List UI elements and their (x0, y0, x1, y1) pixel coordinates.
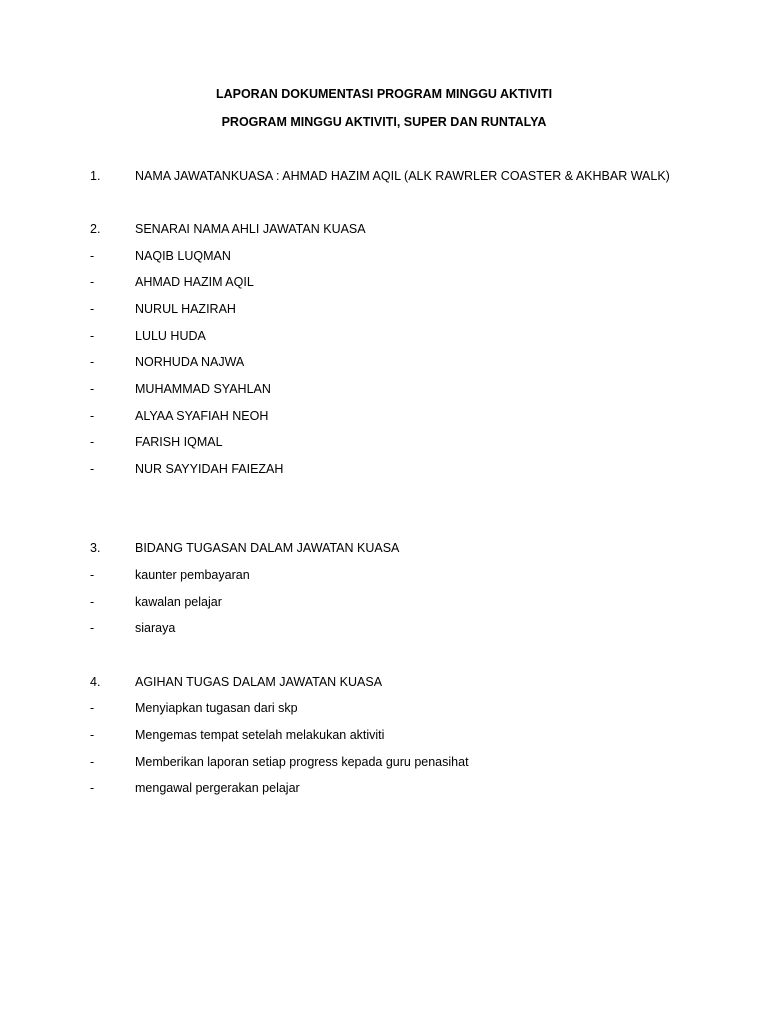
list-item-text: NURUL HAZIRAH (135, 302, 236, 316)
list-item-text: kaunter pembayaran (135, 568, 250, 582)
list-item (0, 460, 768, 478)
list-item-text: LULU HUDA (135, 329, 206, 343)
section-4-heading-row (0, 673, 768, 691)
section-number: 4. (90, 675, 101, 689)
bullet-dash: - (90, 701, 95, 715)
bullet-dash: - (90, 568, 95, 582)
list-item (0, 699, 768, 717)
list-item (0, 273, 768, 291)
list-item-text: Memberikan laporan setiap progress kepada guru penasihat (135, 755, 469, 769)
bullet-dash: - (90, 435, 95, 449)
bullet-dash: - (90, 621, 95, 635)
list-item-text: FARISH IQMAL (135, 435, 223, 449)
bullet-dash: - (90, 728, 95, 742)
list-item (0, 726, 768, 744)
list-item-text: kawalan pelajar (135, 595, 222, 609)
list-item-text: Menyiapkan tugasan dari skp (135, 701, 298, 715)
list-item (0, 593, 768, 611)
bullet-dash: - (90, 329, 95, 343)
bullet-dash: - (90, 382, 95, 396)
list-item (0, 407, 768, 425)
bullet-dash: - (90, 755, 95, 769)
section-number: 2. (90, 222, 101, 236)
bullet-dash: - (90, 595, 95, 609)
bullet-dash: - (90, 302, 95, 316)
list-item-text: mengawal pergerakan pelajar (135, 781, 300, 795)
list-item-text: siaraya (135, 621, 176, 635)
document-subtitle: PROGRAM MINGGU AKTIVITI, SUPER DAN RUNTALYA (221, 115, 547, 129)
list-item-text: NUR SAYYIDAH FAIEZAH (135, 462, 284, 476)
section-number: 1. (90, 169, 101, 183)
list-item (0, 433, 768, 451)
bullet-dash: - (90, 409, 95, 423)
list-item-text: AHMAD HAZIM AQIL (135, 275, 254, 289)
section-heading: BIDANG TUGASAN DALAM JAWATAN KUASA (135, 541, 400, 555)
bullet-dash: - (90, 275, 95, 289)
list-item (0, 566, 768, 584)
bullet-dash: - (90, 781, 95, 795)
list-item (0, 779, 768, 797)
section-heading: NAMA JAWATANKUASA : AHMAD HAZIM AQIL (ALK RAWRLER COASTER & AKHBAR WALK) (135, 169, 670, 183)
list-item (0, 380, 768, 398)
list-item (0, 619, 768, 637)
list-item-text: NORHUDA NAJWA (135, 355, 245, 369)
document-title: LAPORAN DOKUMENTASI PROGRAM MINGGU AKTIVITI (215, 87, 553, 101)
section-2-heading-row (0, 220, 768, 238)
section-1-heading-row (0, 167, 768, 185)
list-item-text: Mengemas tempat setelah melakukan aktiviti (135, 728, 385, 742)
list-item-text: ALYAA SYAFIAH NEOH (135, 409, 269, 423)
bullet-dash: - (90, 355, 95, 369)
bullet-dash: - (90, 462, 95, 476)
section-number: 3. (90, 541, 101, 555)
list-item-text: MUHAMMAD SYAHLAN (135, 382, 271, 396)
bullet-dash: - (90, 249, 95, 263)
list-item (0, 753, 768, 771)
list-item (0, 247, 768, 265)
list-item (0, 327, 768, 345)
list-item (0, 300, 768, 318)
list-item (0, 353, 768, 371)
section-heading: AGIHAN TUGAS DALAM JAWATAN KUASA (135, 675, 383, 689)
list-item-text: NAQIB LUQMAN (135, 249, 231, 263)
section-3-heading-row (0, 539, 768, 557)
section-heading: SENARAI NAMA AHLI JAWATAN KUASA (135, 222, 366, 236)
